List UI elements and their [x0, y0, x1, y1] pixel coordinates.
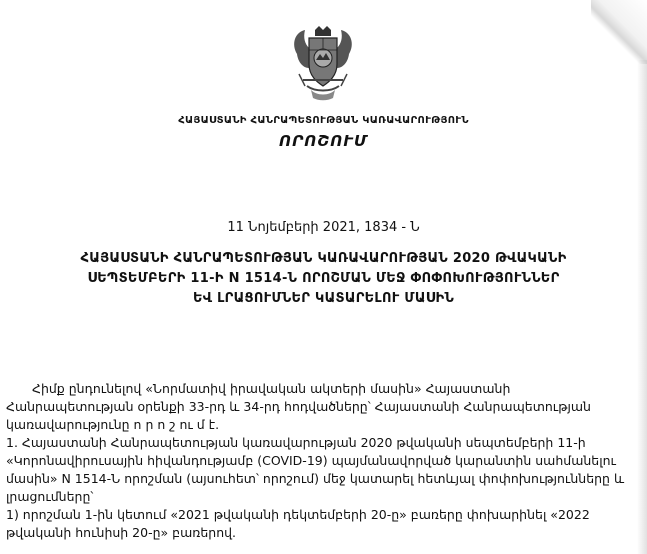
paragraph-1-subpoint-1: 1) որոշման 1-ին կետում «2021 թվականի դեկտեմբերի 20-ը» բառերը փոխարինել «2022 թվականի հունիսի 20-ը» բառերով. — [6, 507, 590, 540]
page-curl — [591, 0, 647, 64]
coat-of-arms-emblem — [289, 24, 357, 104]
document-type: ՈՐՈՇՈՒՄ — [278, 132, 369, 150]
paragraph-preamble: Հիմք ընդունելով «Նորմատիվ իրավական ակտերի մասին» Հայաստանի Հանրապետության օրենքի 33-րդ և 34-րդ հոդվածները՝ Հայաստանի Հանրապետության կառավարությունը ո ր ո շ ու մ է. — [6, 381, 591, 432]
date-and-number: 11 Նոյեմբերի 2021, 1834 - Ն — [227, 220, 420, 235]
government-name: ՀԱՅԱՍՏԱՆԻ ՀԱՆՐԱՊԵՏՈՒԹՅԱՆ ԿԱՌԱՎԱՐՈՒԹՅՈՒՆ — [178, 115, 469, 126]
paragraph-1: 1. Հայաստանի Հանրապետության կառավարության 2020 թվականի սեպտեմբերի 11-ի «Կորոնավիրուսային հիվանդությամբ (COVID-19) պայմանավորված կարանտին սահմանելու մասին» N 1514-Ն որոշման (այսուհետ՝ որոշում) մեջ կատարել հետևյալ փոփոխությունները և լրացումները՝ — [6, 435, 625, 504]
document-body — [6, 380, 626, 542]
document-title: ՀԱՅԱՍՏԱՆԻ ՀԱՆՐԱՊԵՏՈՒԹՅԱՆ ԿԱՌԱՎԱՐՈՒԹՅԱՆ 2020 ԹՎԱԿԱՆԻ ՍԵՊՏԵՄԲԵՐԻ 11-Ի N 1514-Ն ՈՐՈՇՄԱՆ ՄԵՋ ՓՈՓՈԽՈՒԹՅՈՒՆՆԵՐ ԵՎ ԼՐԱՑՈՒՄՆԵՐ ԿԱՏԱՐԵԼՈՒ ՄԱՍԻՆ — [80, 251, 567, 306]
